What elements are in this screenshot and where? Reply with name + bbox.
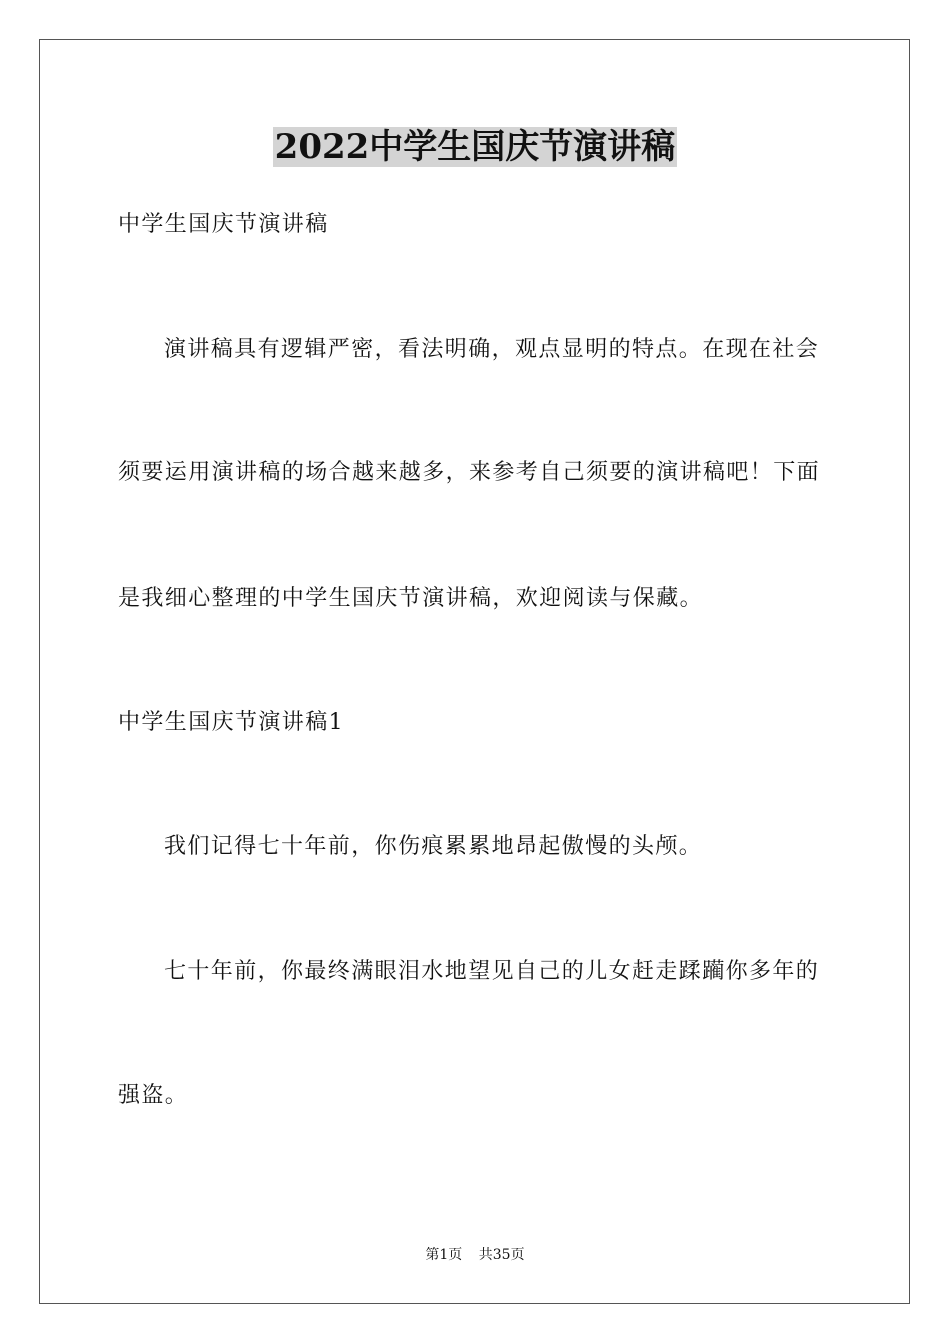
paragraph-line: 我们记得七十年前，你伤痕累累地昂起傲慢的头颅。 [164, 834, 703, 859]
paragraph-line: 须要运用演讲稿的场合越来越多，来参考自己须要的演讲稿吧！下面 [118, 460, 821, 485]
paragraph-line: 强盗。 [118, 1083, 189, 1108]
paragraph-line: 演讲稿具有逻辑严密，看法明确，观点显明的特点。在现在社会 [164, 337, 820, 362]
paragraph-line: 七十年前，你最终满眼泪水地望见自己的儿女赶走蹂躏你多年的 [164, 959, 820, 984]
section-heading: 中学生国庆节演讲稿1 [118, 710, 344, 735]
document-title-text: 2022中学生国庆节演讲稿 [274, 127, 676, 167]
paragraph-line: 中学生国庆节演讲稿 [118, 212, 329, 237]
document-title [0, 122, 950, 172]
page-number-total: 共35页 [478, 1247, 525, 1263]
page-number-current: 第1页 [425, 1247, 463, 1263]
page-footer [0, 1245, 950, 1265]
paragraph-line: 是我细心整理的中学生国庆节演讲稿，欢迎阅读与保藏。 [118, 586, 704, 611]
